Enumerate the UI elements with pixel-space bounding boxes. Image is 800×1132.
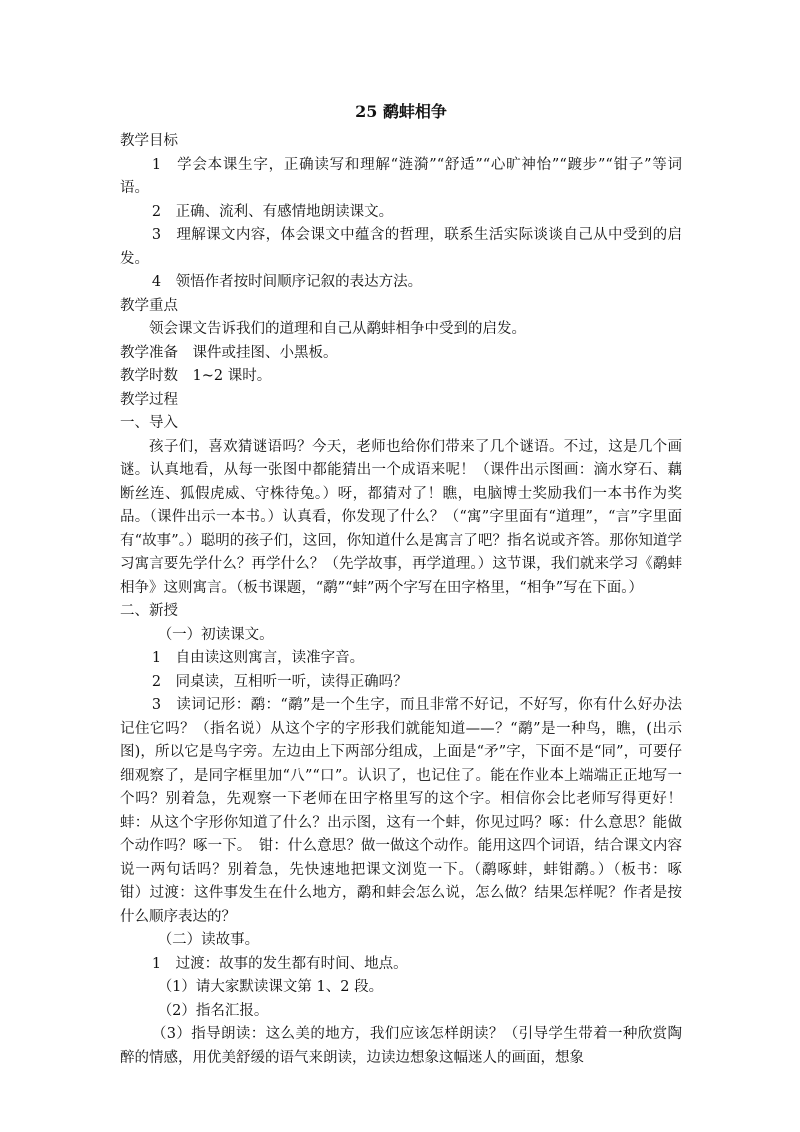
document-title: 25 鹬蚌相争 xyxy=(355,102,447,121)
reading-item: 1 自由读这则寓言，读准字音。 xyxy=(151,650,365,666)
focus-heading: 教学重点 xyxy=(120,297,178,314)
part1-heading: 一、导入 xyxy=(120,415,178,431)
reading-item: 2 同桌读，互相听一听，读得正确吗？ xyxy=(151,673,408,690)
focus-text: 领会课文告诉我们的道理和自己从鹬蚌相争中受到的启发。 xyxy=(149,321,526,337)
part2-heading: 二、新授 xyxy=(120,603,178,619)
part2-subheading-story: （二）读故事。 xyxy=(157,932,260,948)
hours-line: 教学时数 1~2 课时。 xyxy=(120,368,272,384)
part2-subheading: （一）初读课文。 xyxy=(157,626,274,643)
prep-line: 教学准备 课件或挂图、小黑板。 xyxy=(120,344,338,361)
part1-paragraph: 孩子们，喜欢猜谜语吗？今天，老师也给你们带来了几个谜语。不过，这是几个画谜。认真地看，从每一张图中都能猜出一个成语来呢！（课件出示图画：滴水穿石、藕断丝连、狐假虎威、守株待兔。）呀，都猜对了！瞧，电脑博士奖励我们一本书作为奖品。（课件出示一本书。）认真看，你发现了什么？（“寓”字里面有“道理”，“言”字里面有“故事”。）聪明的孩子们，这回，你知道什么是寓言了吧？指名说或齐答。那你知道学习寓言要先学什么？再学什么？（先学故事，再学道理。）这节课，我们就来学习《鹬蚌相争》这则寓言。（板书课题，“鹬”“蚌”两个字写在田字格里，“相争”写在下面。） xyxy=(120,438,682,596)
process-heading: 教学过程 xyxy=(120,391,178,408)
goal-item: 4 领悟作者按时间顺序记叙的表达方法。 xyxy=(151,274,423,290)
story-item: （2）指名汇报。 xyxy=(157,1002,269,1019)
document-page xyxy=(120,100,697,1070)
reading-item-words: 3 读词记形：鹬：“鹬”是一个生字，而且非常不好记，不好写，你有什么好办法记住它吗？（指名说）从这个字的字形我们就能知道——？“鹬”是一种鸟，瞧，(出示图)，所以它是鸟字旁。左边由上下两部分组成，上面是“矛”字，下面不是“同”，可要仔细观察了，是同字框里加“八”“口”。认识了，也记住了。能在作业本上端端正正地写一个吗？别着急，先观察一下老师在田字格里写的这个字。相信你会比老师写得更好！蚌：从这个字形你知道了什么？出示图，这有一个蚌，你见过吗？啄：什么意思？能做个动作吗？啄一下。 钳：什么意思？做一做这个动作。能用这四个词语，结合课文内容说一两句话吗？别着急，先快速地把课文浏览一下。（鹬啄蚌，蚌钳鹬。）（板书：啄 钳）过渡：这件事发生在什么地方，鹬和蚌会怎么说，怎么做？结果怎样呢？作者是按什么顺序表达的？ xyxy=(120,697,697,925)
goal-item: 3 理解课文内容，体会课文中蕴含的哲理，联系生活实际谈谈自己从中受到的启发。 xyxy=(120,227,682,267)
goal-item: 2 正确、流利、有感情地朗读课文。 xyxy=(151,203,394,220)
story-item: 1 过渡：故事的发生都有时间、地点。 xyxy=(151,955,408,972)
goal-item: 1 学会本课生字，正确读写和理解“涟漪”“舒适”“心旷神怡”“踱步”“钳子”等词语。 xyxy=(120,156,682,196)
story-item: （1）请大家默读课文第 1、2 段。 xyxy=(157,979,384,995)
story-item-reading-guide: （3）指导朗读：这么美的地方，我们应该怎样朗读？（引导学生带着一种欣赏陶醉的情感，用优美舒缓的语气来朗读，边读边想象这幅迷人的画面，想象 xyxy=(120,1026,682,1066)
goals-heading: 教学目标 xyxy=(120,133,178,149)
